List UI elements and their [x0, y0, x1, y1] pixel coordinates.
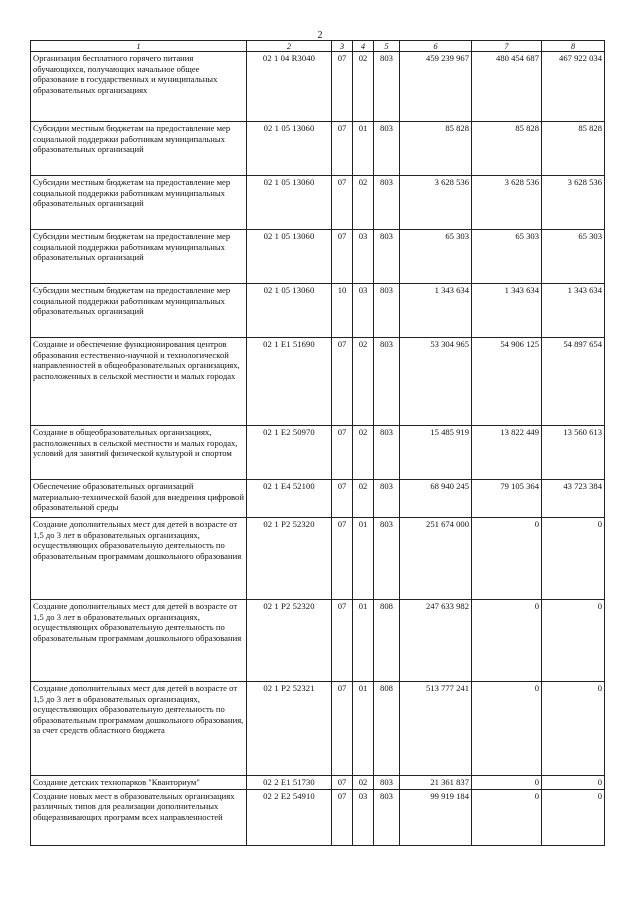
table-row	[31, 776, 605, 789]
row-code: 02 1 05 13060	[247, 122, 332, 176]
table-row	[31, 518, 605, 600]
column-header: 4	[353, 41, 374, 52]
row-col5: 808	[374, 600, 400, 682]
table-row	[31, 426, 605, 480]
row-name: Создание дополнительных мест для детей в возрасте от 1,5 до 3 лет в образовательных организациях, осуществляющих образовательную деятельность по образовательным программам дошкольного образования	[31, 600, 247, 682]
row-amount-col7: 13 822 449	[472, 426, 542, 480]
row-code: 02 1 05 13060	[247, 176, 332, 230]
row-amount-col7: 0	[472, 518, 542, 600]
row-code: 02 1 E4 52100	[247, 480, 332, 518]
row-col5: 803	[374, 789, 400, 845]
row-col5: 803	[374, 426, 400, 480]
row-amount-col6: 247 633 982	[400, 600, 472, 682]
row-amount-col7: 0	[472, 682, 542, 776]
column-header: 2	[247, 41, 332, 52]
row-amount-col8: 1 343 634	[542, 284, 605, 338]
row-code: 02 1 P2 52320	[247, 518, 332, 600]
row-col4: 03	[353, 789, 374, 845]
row-amount-col7: 1 343 634	[472, 284, 542, 338]
column-header: 1	[31, 41, 247, 52]
row-name: Создание новых мест в образовательных организациях различных типов для реализации дополнительных общеразвивающих программ всех направленностей	[31, 789, 247, 845]
row-col3: 07	[332, 518, 353, 600]
row-col4: 02	[353, 176, 374, 230]
row-code: 02 2 E1 51730	[247, 776, 332, 789]
row-amount-col6: 1 343 634	[400, 284, 472, 338]
budget-table	[30, 40, 605, 846]
column-header: 5	[374, 41, 400, 52]
row-name: Создание в общеобразовательных организациях, расположенных в сельской местности и малых городах, условий для занятий физической культурой и спортом	[31, 426, 247, 480]
row-name: Субсидии местным бюджетам на предоставление мер социальной поддержки работникам муниципальных образовательных организаций	[31, 230, 247, 284]
row-amount-col6: 85 828	[400, 122, 472, 176]
row-code: 02 1 05 13060	[247, 230, 332, 284]
row-name: Создание дополнительных мест для детей в возрасте от 1,5 до 3 лет в образовательных организациях, осуществляющих образовательную деятельность по образовательным программам дошкольного образования, за счет средств областного бюджета	[31, 682, 247, 776]
row-name: Субсидии местным бюджетам на предоставление мер социальной поддержки работникам муниципальных образовательных организаций	[31, 122, 247, 176]
row-amount-col8: 3 628 536	[542, 176, 605, 230]
row-code: 02 1 E2 50970	[247, 426, 332, 480]
row-col3: 07	[332, 682, 353, 776]
row-name: Создание дополнительных мест для детей в возрасте от 1,5 до 3 лет в образовательных организациях, осуществляющих образовательную деятельность по образовательным программам дошкольного образования	[31, 518, 247, 600]
row-col3: 07	[332, 480, 353, 518]
row-col3: 07	[332, 776, 353, 789]
row-amount-col8: 467 922 034	[542, 52, 605, 122]
row-amount-col7: 54 906 125	[472, 338, 542, 426]
row-amount-col7: 3 628 536	[472, 176, 542, 230]
row-col5: 803	[374, 518, 400, 600]
row-name: Субсидии местным бюджетам на предоставление мер социальной поддержки работникам муниципальных образовательных организаций	[31, 284, 247, 338]
row-amount-col6: 3 628 536	[400, 176, 472, 230]
row-col3: 07	[332, 176, 353, 230]
row-amount-col8: 65 303	[542, 230, 605, 284]
row-col4: 02	[353, 480, 374, 518]
row-col5: 803	[374, 338, 400, 426]
row-col4: 02	[353, 52, 374, 122]
row-col3: 07	[332, 426, 353, 480]
row-col3: 07	[332, 600, 353, 682]
row-amount-col8: 0	[542, 682, 605, 776]
row-amount-col6: 53 304 965	[400, 338, 472, 426]
table-row	[31, 682, 605, 776]
row-col4: 03	[353, 284, 374, 338]
column-header: 3	[332, 41, 353, 52]
row-col4: 01	[353, 518, 374, 600]
row-amount-col8: 0	[542, 776, 605, 789]
row-code: 02 1 04 R3040	[247, 52, 332, 122]
row-col3: 07	[332, 52, 353, 122]
row-col5: 803	[374, 480, 400, 518]
row-amount-col8: 13 560 613	[542, 426, 605, 480]
row-name: Создание и обеспечение функционирования центров образования естественно-научной и технологической направленностей в общеобразовательных организациях, расположенных в сельской местности и малых городах	[31, 338, 247, 426]
row-amount-col7: 0	[472, 600, 542, 682]
row-col4: 01	[353, 600, 374, 682]
table-row	[31, 122, 605, 176]
row-amount-col6: 99 919 184	[400, 789, 472, 845]
row-col3: 07	[332, 122, 353, 176]
row-col4: 02	[353, 776, 374, 789]
row-name: Создание детских технопарков "Кванториум"	[31, 776, 247, 789]
table-row	[31, 600, 605, 682]
row-amount-col6: 21 361 837	[400, 776, 472, 789]
row-code: 02 2 E2 54910	[247, 789, 332, 845]
row-col4: 02	[353, 338, 374, 426]
table-row	[31, 176, 605, 230]
row-col5: 808	[374, 682, 400, 776]
row-code: 02 1 P2 52320	[247, 600, 332, 682]
row-amount-col7: 480 454 687	[472, 52, 542, 122]
row-col5: 803	[374, 122, 400, 176]
row-col3: 07	[332, 230, 353, 284]
table-row	[31, 480, 605, 518]
page-number: 2	[317, 30, 323, 41]
row-col4: 02	[353, 426, 374, 480]
row-amount-col8: 0	[542, 600, 605, 682]
row-amount-col8: 54 897 654	[542, 338, 605, 426]
row-code: 02 1 05 13060	[247, 284, 332, 338]
row-col4: 03	[353, 230, 374, 284]
row-col5: 803	[374, 776, 400, 789]
row-amount-col7: 79 105 364	[472, 480, 542, 518]
column-number-row	[31, 41, 605, 52]
row-amount-col6: 459 239 967	[400, 52, 472, 122]
table-row	[31, 52, 605, 122]
row-code: 02 1 E1 51690	[247, 338, 332, 426]
row-amount-col6: 513 777 241	[400, 682, 472, 776]
table-row	[31, 338, 605, 426]
row-code: 02 1 P2 52321	[247, 682, 332, 776]
table-row	[31, 789, 605, 845]
row-col5: 803	[374, 52, 400, 122]
row-col4: 01	[353, 682, 374, 776]
row-amount-col7: 85 828	[472, 122, 542, 176]
row-amount-col6: 65 303	[400, 230, 472, 284]
row-amount-col7: 0	[472, 789, 542, 845]
column-header: 7	[472, 41, 542, 52]
row-col5: 803	[374, 176, 400, 230]
row-amount-col6: 15 485 919	[400, 426, 472, 480]
row-name: Организация бесплатного горячего питания обучающихся, получающих начальное общее образование в государственных и муниципальных образовательных организациях	[31, 52, 247, 122]
table-row	[31, 284, 605, 338]
row-col3: 10	[332, 284, 353, 338]
row-amount-col8: 0	[542, 789, 605, 845]
row-amount-col8: 0	[542, 518, 605, 600]
row-amount-col7: 0	[472, 776, 542, 789]
row-amount-col7: 65 303	[472, 230, 542, 284]
row-col3: 07	[332, 789, 353, 845]
row-name: Обеспечение образовательных организаций материально-технической базой для внедрения цифровой образовательной среды	[31, 480, 247, 518]
row-name: Субсидии местным бюджетам на предоставление мер социальной поддержки работникам муниципальных образовательных организаций	[31, 176, 247, 230]
row-col4: 01	[353, 122, 374, 176]
row-col5: 803	[374, 230, 400, 284]
row-amount-col8: 43 723 384	[542, 480, 605, 518]
column-header: 8	[542, 41, 605, 52]
row-amount-col6: 251 674 000	[400, 518, 472, 600]
table-row	[31, 230, 605, 284]
row-col3: 07	[332, 338, 353, 426]
row-amount-col6: 68 940 245	[400, 480, 472, 518]
row-col5: 803	[374, 284, 400, 338]
row-amount-col8: 85 828	[542, 122, 605, 176]
column-header: 6	[400, 41, 472, 52]
